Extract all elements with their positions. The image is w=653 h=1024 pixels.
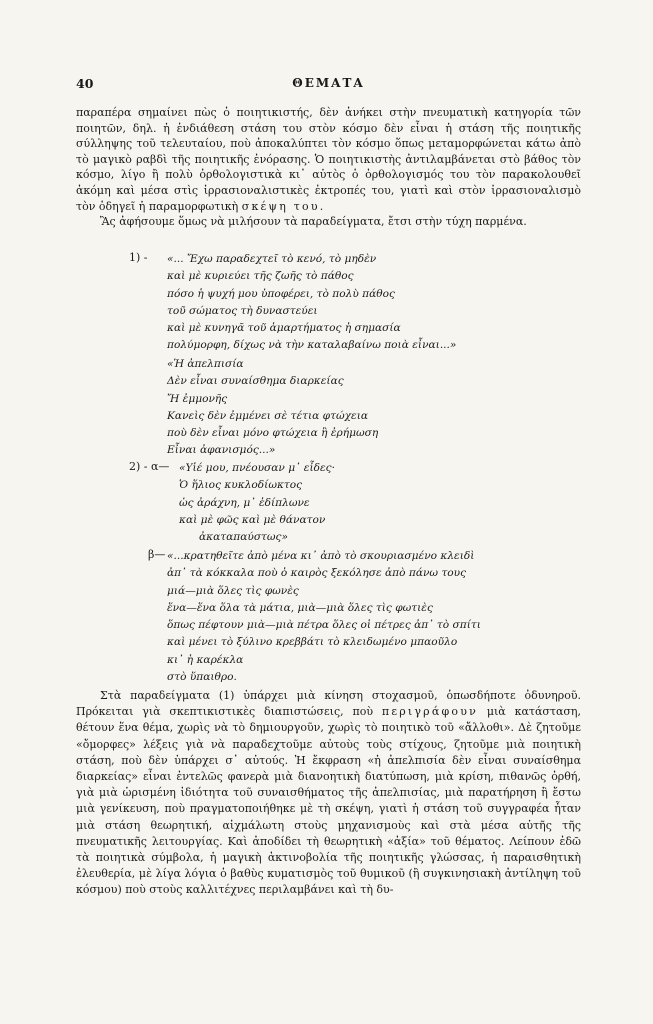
poem-line: καὶ μὲ κυριεύει τῆς ζωῆς τὸ πάθος [167,270,354,283]
poem-line: ἀκαταπαύστως» [199,531,288,544]
poem-line: Εἶναι ἀφανισμός...» [167,444,276,457]
intro-paragraph-2: Ἂς ἀφήσουμε ὅμως νὰ μιλήσουν τὰ παραδείγματα, ἔτσι στὴν τύχη παρμένα. [100,215,527,229]
intro-spaced-phrase: σκέψη του. [241,199,326,213]
poem-line: «... Ἔχω παραδεχτεῖ τὸ κενό, τὸ μηδὲν [167,253,377,265]
poem-line: κι᾿ ἡ καρέκλα [167,653,244,666]
poem-line: ὡς ἀράχνη, μ᾿ ἐδίπλωνε [179,496,310,509]
poem-line: Ὁ ἥλιος κυκλοδίωκτος [179,479,303,492]
analysis-text-b: μιὰ κατάσταση, θέτουν ἕνα θέμα, χωρὶς νὰ τὸ δημιουργοῦν, χωρὶς τὸ ποιητικὸ τοῦ «ἄλλοθι». Δὲ ζητοῦμε «ὄμορφες» λέξεις γιὰ νὰ παραδεχτοῦμε αὐτοὺς τοὺς στίχους, ζητοῦμε μιὰ ποιητικὴ στάση, ποὺ δὲν ὑπάρχει σ᾿ αὐτούς. Ἡ ἔκφραση «ἡ ἀπελπισία δὲν εἶναι συναίσθημα διαρκείας» εἶναι ἐντελῶς φανερὰ μιὰ διανοητικὴ διατύπωση, μιὰ κρίση, πιθανῶς ὀρθή, γιὰ μιὰ ὡρισμένη ἰδιότητα τοῦ συναισθήματος τῆς ἀπελπισίας, μιὰ παρατήρηση ἢ ἔστω μιὰ γενίκευση, ποὺ πραγματοποιήθηκε μὲ τὴ σκέψη, γιατὶ ἡ στάση τοῦ συγγραφέα ἦταν μιὰ στάση θεωρητική, αἰχμάλωτη στοὺς μηχανισμοὺς καὶ στὰ μέσα αὐτῆς τῆς πνευματικῆς λειτουργίας. Καὶ ἀποδίδει τὴ θεωρητικὴ «ἀξία» τοῦ θέματος. Λείπουν ἐδῶ τὰ ποιητικὰ σύμβολα, ἡ μαγικὴ ἀκτινοβολία τῆς ποιητικῆς γλώσσας, ἡ παραισθητικὴ ἐλευθερία, μὲ λίγα λόγια ὁ βαθὺς κυματισμὸς τοῦ θυμικοῦ (ἢ συγκινησιακὴ ἀντίληψη τοῦ κόσμου) ποὺ στοὺς καλλιτέχνες περιλαμβάνει καὶ τὴ δυ- [76,705,582,897]
example-2b-label: β— [148,548,166,561]
poem-line: ἀπ᾿ τὰ κόκκαλα ποὺ ὁ καιρὸς ξεκόλησε ἀπὸ πάνω τους [167,567,467,580]
example-1-stanza-2 [167,356,378,460]
poem-line: στὸ ὕπαιθρο. [167,671,237,684]
intro-text [76,105,581,230]
poem-line: καὶ μένει τὸ ξύλινο κρεββάτι τὸ κλειδωμένο μπαοῦλο [167,636,458,649]
poem-line: πολύμορφη, δίχως νὰ τὴν καταλαβαίνω ποιὰ εἶναι...» [167,339,457,352]
page-number: 40 [76,76,94,91]
poem-line: Κανεὶς δὲν ἐμμένει σὲ τέτια φτώχεια [167,409,368,422]
poem-line: ποὺ δὲν εἶναι μόνο φτώχεια ἢ ἐρήμωση [167,427,379,440]
page-header [76,76,581,92]
poem-line: «Ἡ ἀπελπισία [167,358,244,370]
poem-line: καὶ μὲ κυνηγᾶ τοῦ ἁμαρτήματος ἡ σημασία [167,322,401,335]
poem-line: πόσο ἡ ψυχή μου ὑποφέρει, τὸ πολὺ πάθος [167,287,395,300]
poem-line: καὶ μὲ φῶς καὶ μὲ θάνατον [179,513,326,526]
poem-line: «...κρατηθεῖτε ἀπὸ μένα κι᾿ ἀπὸ τὸ σκουριασμένο κλειδὶ [167,550,475,562]
poem-line: τοῦ σώματος τὴ δυναστεύει [167,304,318,317]
poem-line: ὅπως πέφτουν μιὰ—μιὰ πέτρα ὅλες οἱ πέτρες ἀπ᾿ τὸ σπίτι [167,619,481,632]
poem-line: Ἤ ἐμμονῆς [167,392,228,405]
intro-paragraph-1 [76,105,581,214]
example-2-label: 2) - α— [129,460,170,473]
intro-paragraph-1-text: παραπέρα σημαίνει πὼς ὁ ποιητικιστής, δὲν ἀνήκει στὴν πνευματικὴ κατηγορία τῶν ποιητῶν, δηλ. ἡ ἐνδιάθεση στάση του στὸν κόσμο δὲν εἶναι ἡ στάση τῆς ποιητικῆς σύλληψης τοῦ τελευταίου, ποὺ ἀποκαλύπτει τὸν κόσμο ὅπως μεταμορφώνεται κάτω ἀπὸ τὸ μαγικὸ ραβδὶ τῆς ποιητικῆς ἐνόρασης. Ὁ ποιητικιστὴς ἀντιλαμβάνεται στὸ βάθος τὸν κόσμο, λίγο ἢ πολὺ ὀρθολογιστικὰ κι᾿ αὐτὸς ὁ ὀρθολογισμός του τὸν παρακολουθεῖ ἀκόμη καὶ μέσα στὶς ἰρρασιοναλιστικὲς ἐκτροπές του, γιατὶ καὶ στὸν ἰρρασιοναλισμὸ τὸν ὁδηγεῖ ἡ παραμορφωτικὴ [76,106,581,213]
poem-line: «Υἱέ μου, πνέουσαν μ᾿ εἶδες· [179,462,335,474]
analysis-text-a: Στὰ παραδείγματα (1) ὑπάρχει μιὰ κίνηση στοχασμοῦ, ὁπωσδήποτε ὀδυνηροῦ. Πρόκειται γιὰ σκεπτικιστικὲς διαπιστώσεις, ποὺ [76,689,581,719]
example-2a-stanza [179,460,335,546]
poem-line: Δὲν εἶναι συναίσθημα διαρκείας [167,375,344,388]
analysis-spaced-word: περιγράφουν [381,705,478,719]
analysis-paragraph [76,688,581,899]
running-title: ΘΕΜΑΤΑ [292,76,365,90]
poem-line: ἕνα—ἕνα ὅλα τὰ μάτια, μιὰ—μιὰ ὅλες τὶς φωτιὲς [167,601,433,614]
poem-line: μιά—μιὰ ὅλες τὶς φωνὲς [167,584,299,597]
example-1-label: 1) - [129,251,148,264]
example-2b-stanza [167,548,481,686]
example-1-stanza-1 [167,251,456,355]
analysis-text [76,688,581,899]
